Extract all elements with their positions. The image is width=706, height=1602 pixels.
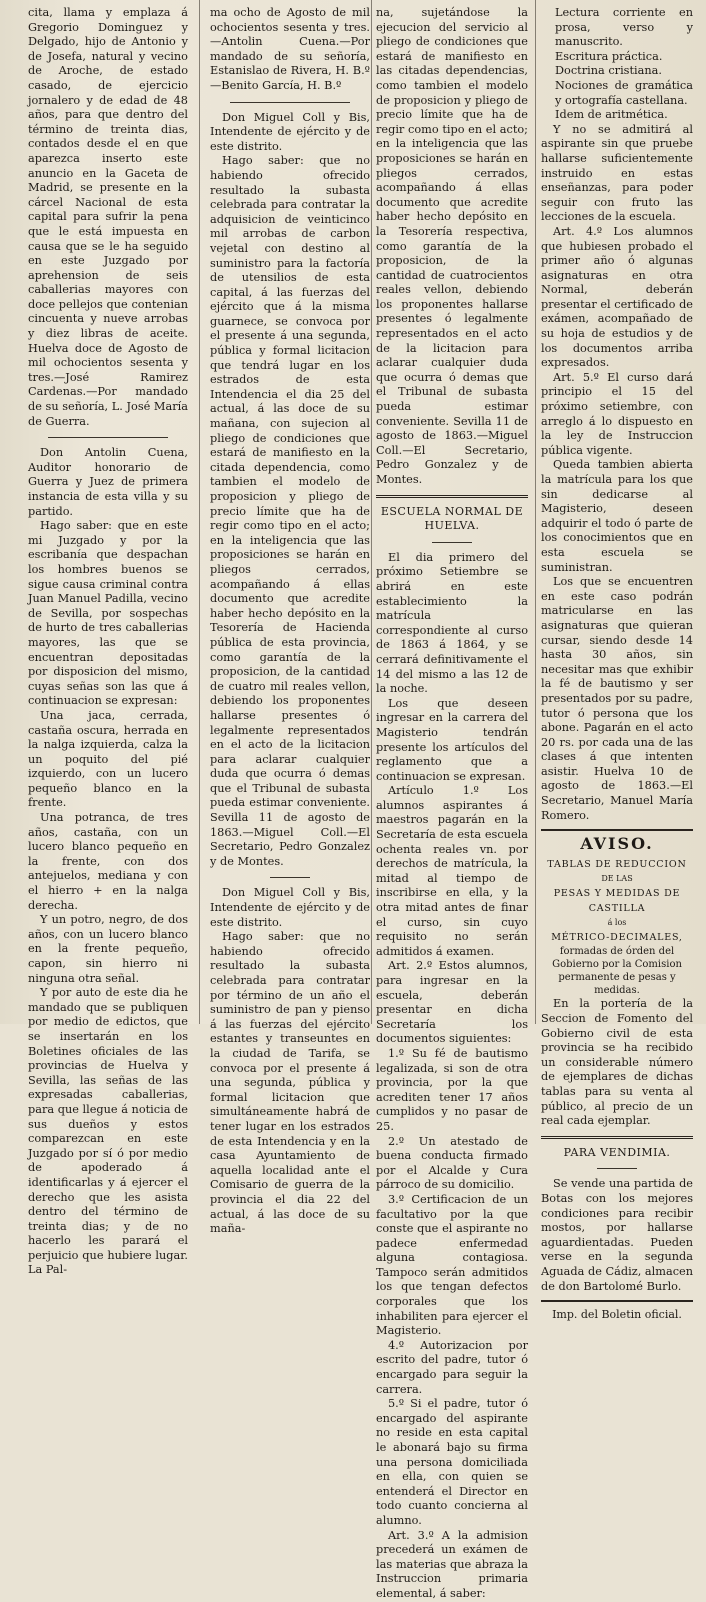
list-item: Nociones de gramática y ortografía castellana. [555, 78, 693, 107]
notice-paragraph: 1.º Su fé de bautismo legalizada, si son de otra provincia, por la que acrediten tener 17 años cumplidos y no pasar de 25. [376, 1046, 528, 1133]
separator-rule [541, 1136, 693, 1139]
notice-paragraph: Art. 3.º A la admision precederá un exámen de las materias que abraza la Instruccion primaria elemental, á saber: [376, 1528, 528, 1600]
edict-paragraph: cita, llama y emplaza á Gregorio Dominguez y Delgado, hijo de Antonio y de Josefa, natural y vecino de Aroche, de estado casado, de ejercicio jornalero y de edad de 48 años, para que dentro del término de treinta dias, contados desde el en que aparezca inserto este anuncio en la Gaceta de Madrid, se presente en la cárcel Nacional de esta capital para sufrir la pena que le está impuesta en causa que se le ha seguido en este Juzgado por aprehension de seis caballerias mayores con doce pellejos que contenian cincuenta y nueve arrobas y diez libras de aceite. Huelva doce de Agosto de mil ochocientos sesenta y tres.—José Ramirez Cardenas.—Por mandado de su señoría, L. José María de Guerra. [28, 6, 188, 428]
notice-paragraph: Art. 5.º El curso dará principio el 15 del próximo setiembre, con arreglo á lo dispuesto en la ley de Instruccion pública vigente. [541, 370, 693, 457]
tables-title: PESAS Y MEDIDAS DE CASTILLA [553, 888, 681, 914]
separator-rule [230, 102, 350, 103]
notice-paragraph: Y no se admitirá al aspirante sin que pruebe hallarse suficientemente instruido en estas enseñanzas, para poder seguir con fruto las lecciones de la escuela. [541, 122, 693, 224]
tables-title: MÉTRICO-DECIMALES, [551, 931, 683, 943]
column-4 [541, 6, 693, 1322]
notice-paragraph: Art. 4.º Los alumnos que hubiesen probado el primer año ó algunas asignaturas en otra Normal, deberán presentar el certificado de exámen, acompañado de su hoja de estudios y de los documentos arriba expresados. [541, 224, 693, 370]
notice-paragraph: Los que deseen ingresar en la carrera del Magisterio tendrán presente los artículos del reglamento que a continuacion se expresan. [376, 696, 528, 783]
column-divider [535, 0, 536, 1024]
edict-paragraph: na, sujetándose la ejecucion del servicio al pliego de condiciones que estará de manifiesto en las citadas dependencias, como tambien el modelo de proposicion y pliego de precio límite que ha de regir como tipo en el acto; en la inteligencia que las proposiciones se harán en pliegos cerrados, acompañando á ellas documento que acredite haber hecho depósito en la Tesorería respectiva, como garantía de la proposicion, de la cantidad de cuatrocientos reales vellon, debiendo los proponentes hallarse presentes ó legalmente representados en el acto de la licitacion para aclarar cualquier duda que ocurra ó demas que el Tribunal de subasta pueda estimar conveniente. Sevilla 11 de agosto de 1863.—Miguel Coll.—El Secretario, Pedro Gonzalez y de Montes. [376, 6, 528, 486]
notice-paragraph: Se vende una partida de Botas con los mejores condiciones para recibir mostos, por hallarse aguardientadas. Pueden verse en la segunda Aguada de Cádiz, almacen de don Bartolomé Burlo. [541, 1177, 693, 1293]
column-divider [371, 0, 372, 1024]
edict-paragraph: Y por auto de este dia he mandado que se publiquen por medio de edictos, que se insertarán en los Boletines oficiales de las provincias de Huelva y Sevilla, las señas de las expresadas caballerias, para que llegue á noticia de sus dueños y estos comparezcan en este Juzgado por sí ó por medio de apoderado á identificarlas y á ejercer el derecho que les asista dentro del término de treinta dias; y de no hacerlo les parará el perjuicio que hubiere lugar. La Pal- [28, 986, 188, 1277]
edict-paragraph: Una jaca, cerrada, castaña oscura, herrada en la nalga izquierda, calza la un poquito del pié izquierdo, con un lucero pequeño blanco en la frente. [28, 708, 188, 810]
tables-subtitle: formadas de órden del Gobierno por la Comision permanente de pesas y medidas. [552, 946, 682, 997]
notice-paragraph: 2.º Un atestado de buena conducta firmado por el Alcalde y Cura párroco de su domicilio. [376, 1134, 528, 1192]
edict-title: Don Miguel Coll y Bis, Intendente de ejército y de este distrito. [210, 110, 370, 153]
list-item: Lectura corriente en prosa, verso y manuscrito. [555, 6, 693, 49]
edict-paragraph: Hago saber: que en este mi Juzgado y por la escribanía que despachan los hombres buenos se sigue causa criminal contra Juan Manuel Padilla, vecino de Sevilla, por sospechas de hurto de tres caballerias mayores, las que se encuentran depositadas por disposicion del mismo, cuyas señas son las que á continuacion se expresan: [28, 519, 188, 708]
list-item: Idem de aritmética. [555, 108, 668, 122]
section-heading: PARA VENDIMIA. [563, 1145, 671, 1159]
tables-title: á los [607, 918, 627, 928]
edict-paragraph: ma ocho de Agosto de mil ochocientos sesenta y tres.—Antolin Cuena.—Por mandado de su señoría, Estanislao de Rivera, H. B.º—Benito García, H. B.º [210, 6, 370, 92]
column-1 [28, 6, 188, 1277]
edict-title: Don Miguel Coll y Bis, Intendente de ejército y de este distrito. [210, 886, 370, 929]
separator-rule [432, 542, 472, 543]
list-item: Escritura práctica. [555, 49, 663, 63]
notice-paragraph: 5.º Si el padre, tutor ó encargado del aspirante no reside en esta capital le abonará bajo su firma una persona domiciliada en ella, con quien se entenderá el Director en todo cuanto concierna al alumno. [376, 1397, 528, 1527]
aviso-heading: AVISO. [580, 834, 654, 854]
separator-rule [270, 877, 310, 878]
imprint: Imp. del Boletin oficial. [552, 1308, 682, 1322]
column-divider [199, 0, 200, 1024]
separator-rule [376, 495, 528, 498]
tables-title: DE LAS [601, 874, 633, 884]
notice-paragraph: Artículo 1.º Los alumnos aspirantes á maestros pagarán en la Secretaría de esta escuela ochenta reales vn. por derechos de matrícula, la mitad al tiempo de inscribirse en ella, y la otra mitad antes de finar el curso, sin cuyo requisito no serán admitidos á examen. [376, 784, 528, 958]
column-2 [210, 6, 370, 1236]
notice-paragraph: 4.º Autorizacion por escrito del padre, tutor ó encargado para seguir la carrera. [376, 1338, 528, 1396]
notice-paragraph: En la portería de la Seccion de Fomento del Gobierno civil de esta provincia se ha recibido un considerable número de ejemplares de dichas tablas para su venta al público, al precio de un real cada ejemplar. [541, 997, 693, 1128]
edict-paragraph: Hago saber: que no habiendo ofrecido resultado la subasta celebrada para contratar por término de un año el suministro de pan y pienso á las fuerzas del ejército estantes y transeuntes en la ciudad de Tarifa, se convoca por el presente á una segunda, pública y formal licitacion que simultáneamente habrá de tener lugar en los estrados de esta Intendencia y en la casa Ayuntamiento de aquella localidad ante el Comisario de guerra de la provincia el dia 22 del actual, á las doce de su maña- [210, 930, 370, 1236]
notice-paragraph: El dia primero del próximo Setiembre se abrirá en este establecimiento la matrícula correspondiente al curso de 1863 á 1864, y se cerrará definitivamente el 14 del mismo a las 12 de la noche. [376, 550, 528, 696]
section-heading: ESCUELA NORMAL DE HUELVA. [380, 504, 524, 533]
separator-rule [541, 1300, 693, 1302]
list-item: Doctrina cristiana. [555, 64, 662, 78]
separator-rule [48, 437, 168, 438]
edict-paragraph: Una potranca, de tres años, castaña, con un lucero blanco pequeño en la frente, con dos antejuelos, mediana y con el hierro + en la nalga derecha. [28, 811, 188, 912]
column-3 [376, 6, 528, 1600]
edict-title: Don Antolin Cuena, Auditor honorario de Guerra y Juez de primera instancia de esta villa y su partido. [28, 446, 188, 518]
separator-rule [597, 1168, 637, 1169]
notice-paragraph: Los que se encuentren en este caso podrán matricularse en las asignaturas que quieran cursar, siendo desde 14 hasta 30 años, sin necesitar mas que exhibir la fé de bautismo y ser presentados por su padre, tutor ó persona que los abone. Pagarán en el acto 20 rs. por cada una de las clases á que intenten asistir. Huelva 10 de agosto de 1863.—El Secretario, Manuel María Romero. [541, 575, 693, 822]
notice-paragraph: Art. 2.º Estos alumnos, para ingresar en la escuela, deberán presentar en dicha Secretaría los documentos siguientes: [376, 959, 528, 1046]
notice-paragraph: 3.º Certificacion de un facultativo por la que conste que el aspirante no padece enfermedad alguna contagiosa. Tampoco serán admitidos los que tengan defectos corporales que los inhabiliten para ejercer el Magisterio. [376, 1192, 528, 1338]
tables-title: TABLAS DE REDUCCION [547, 858, 687, 870]
notice-paragraph: Queda tambien abierta la matrícula para los que sin dedicarse al Magisterio, deseen adquirir el todo ó parte de los conocimientos que en esta escuela se suministran. [541, 458, 693, 574]
separator-rule [541, 829, 693, 831]
edict-paragraph: Hago saber: que no habiendo ofrecido resultado la subasta celebrada para contratar la adquisicion de veinticinco mil arrobas de carbon vejetal con destino al suministro para la factoría de utensilios de esta capital, á las fuerzas del ejército que á la misma guarnece, se convoca por el presente á una segunda, pública y formal licitacion que tendrá lugar en los estrados de esta Intendencia el dia 25 del actual, á las doce de su mañana, con sujecion al pliego de condiciones que estará de manifiesto en la citada dependencia, como tambien el modelo de proposicion y pliego de precio límite que ha de regir como tipo en el acto; en la inteligencia que las proposiciones se harán en pliegos cerrados, acompañando á ellas documento que acredite haber hecho depósito en la Tesorería de Hacienda pública de esta provincia, como garantía de la proposicion, de la cantidad de cuatro mil reales vellon, debiendo los proponentes hallarse presentes ó legalmente representados en el acto de la licitacion para aclarar cualquier duda que ocurra ó demas que el Tribunal de subasta pueda estimar conveniente. Sevilla 11 de agosto de 1863.—Miguel Coll.—El Secretario, Pedro Gonzalez y de Montes. [210, 154, 370, 868]
edict-paragraph: Y un potro, negro, de dos años, con un lucero blanco en la frente pequeño, capon, sin hierro ni ninguna otra señal. [28, 913, 188, 985]
